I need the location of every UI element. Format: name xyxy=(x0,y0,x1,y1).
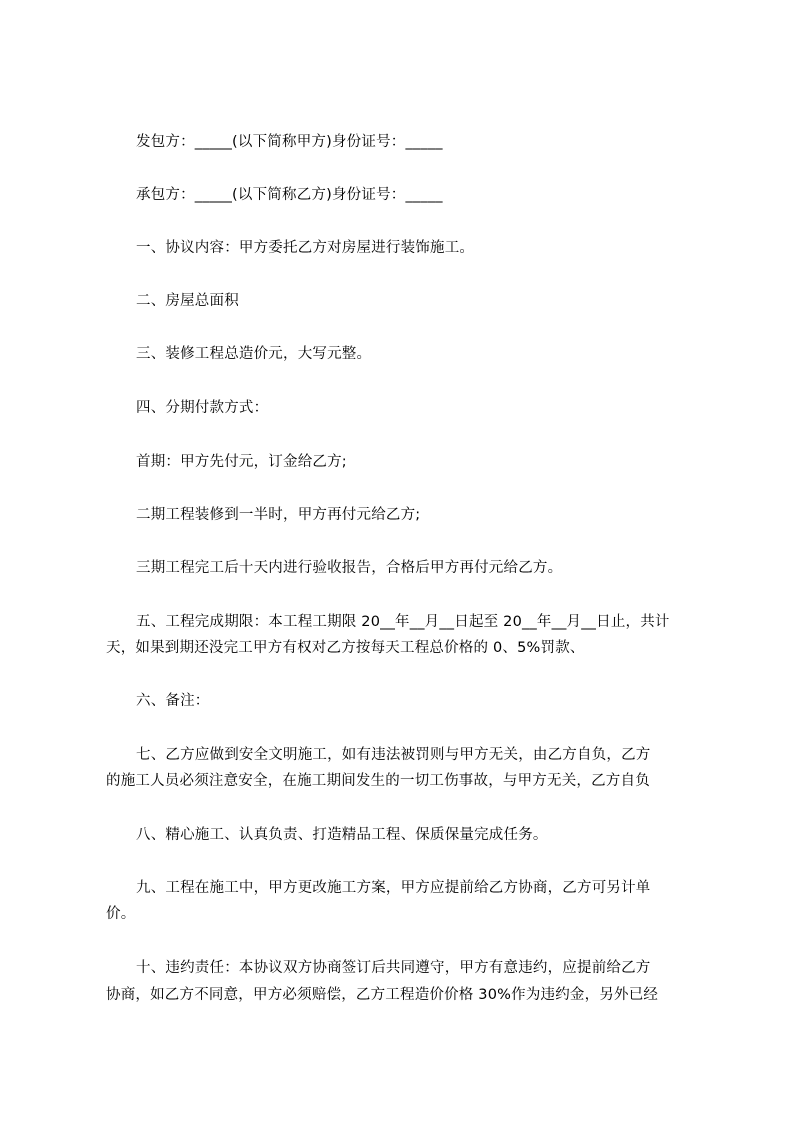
payment-third: 三期工程完工后十天内进行验收报告，合格后甲方再付元给乙方。 xyxy=(136,560,563,576)
clause-9-line-1: 九、工程在施工中，甲方更改施工方案，甲方应提前给乙方协商，乙方可另计单 xyxy=(136,880,651,896)
clause-10-line-1: 十、违约责任：本协议双方协商签订后共同遵守，甲方有意违约，应提前给乙方 xyxy=(136,960,651,976)
clause-4: 四、分期付款方式： xyxy=(136,400,269,416)
party-a-line: 发包方：_____(以下简称甲方)身份证号：_____ xyxy=(136,134,443,150)
payment-second: 二期工程装修到一半时，甲方再付元给乙方; xyxy=(136,507,421,523)
clause-8: 八、精心施工、认真负责、打造精品工程、保质保量完成任务。 xyxy=(136,827,548,843)
clause-9-line-2: 价。 xyxy=(106,906,136,922)
clause-7-line-2: 的施工人员必须注意安全，在施工期间发生的一切工伤事故，与甲方无关，乙方自负 xyxy=(106,773,650,789)
clause-2: 二、房屋总面积 xyxy=(136,293,239,309)
clause-7-line-1: 七、乙方应做到安全文明施工，如有违法被罚则与甲方无关，由乙方自负，乙方 xyxy=(136,747,651,763)
clause-3: 三、装修工程总造价元，大写元整。 xyxy=(136,346,372,362)
party-b-line: 承包方：_____(以下简称乙方)身份证号：_____ xyxy=(136,187,443,203)
clause-5-line-2: 天，如果到期还没完工甲方有权对乙方按每天工程总价格的 0、5%罚款、 xyxy=(106,640,585,656)
clause-1: 一、协议内容：甲方委托乙方对房屋进行装饰施工。 xyxy=(136,240,475,256)
payment-first: 首期：甲方先付元，订金给乙方; xyxy=(136,454,347,470)
clause-10-line-2: 协商，如乙方不同意，甲方必须赔偿，乙方工程造价价格 30%作为违约金，另外已经 xyxy=(106,987,659,1003)
clause-5-line-1: 五、工程完成期限：本工程工期限 20__年__月__日起至 20__年__月__日止，共计 xyxy=(136,614,670,630)
clause-6: 六、备注： xyxy=(136,693,210,709)
